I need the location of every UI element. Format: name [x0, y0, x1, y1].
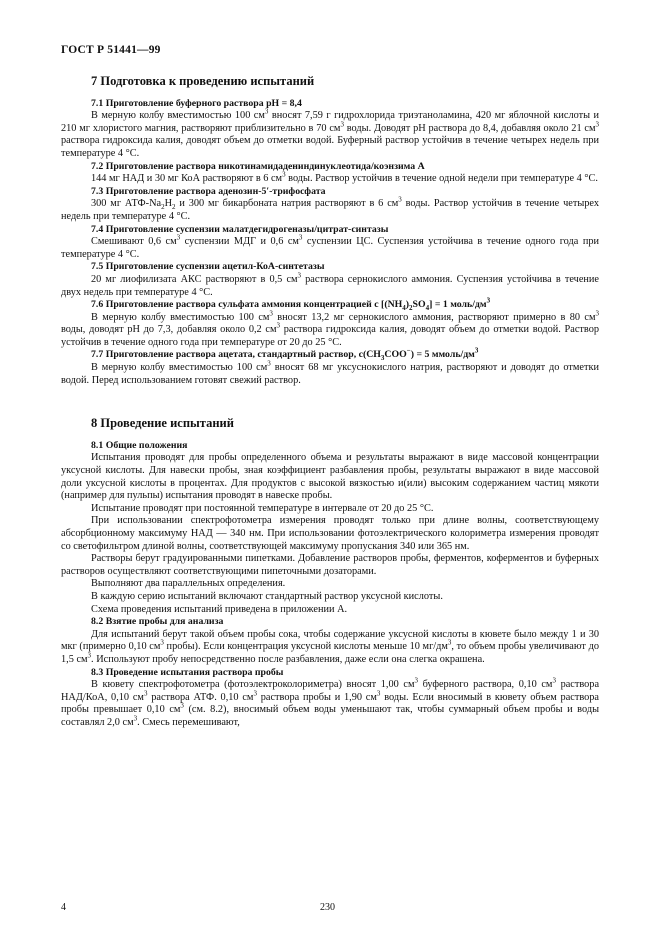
- section-7-6-text: В мерную колбу вместимостью 100 $см^3$ вносят 13,2 мг сернокислого аммония, растворяют примерно в 80 $см^3$ воды, доводят pH до 7,3, добавляя около 0,2 $см^3$ раствора гидроксида калия, доводят объем до отметки водой. Раствор устойчив в течение одного года при температуре от 20 до 25 °С.: [61, 309, 600, 348]
- section-7-5-text: 20 мг лиофилизата АКС растворяют в 0,5 $см^3$ раствора сернокислого аммония. Суспензия устойчива в течение двух недель при температуре 4 °С.: [61, 271, 599, 298]
- section-8-1-heading: 8.1 Общие положения: [91, 439, 188, 451]
- section-7-7-heading: 7.7 Приготовление раствора ацетата, стандартный раствор, $с(CH_3COO^-) = 5$ ммоль/$дм^3$: [91, 347, 479, 363]
- section-7-3-heading: 7.3 Приготовление раствора аденозин-5′-трифосфата: [91, 185, 326, 197]
- section-8-3-heading: 8.3 Проведение испытания раствора пробы: [91, 666, 284, 678]
- section-8-3-text: В кювету спектрофотометра (фотоэлектроколориметра) вносят 1,00 $см^3$ буферного раствора, 0,10 $см^3$ раствора НАД/КоА, 0,10 $см^3$ раствора АТФ. 0,10 $см^3$ раствора пробы и 1,90 $см^3$ воды. Если вносимый в кювету объем раствора пробы превышает 0,10 $см^3$ (см. 8.2), вносимый объем воды уменьшают так, чтобы суммарный объем пробы и воды составлял 2,0 $см^3$. Смесь перемешивают,: [61, 676, 600, 728]
- section-8-title: 8 Проведение испытаний: [91, 416, 234, 431]
- section-8-1-paragraph: Растворы берут градуированными пипетками. Добавление растворов пробы, ферментов, коферментов и буферных растворов осуществляют соответствующими пипеточными дозаторами.: [61, 553, 599, 577]
- section-7-6-heading: 7.6 Приготовление раствора сульфата аммония концентрацией с $[(NH_4)_2SO_4] = 1$ моль/$дм^3$: [91, 296, 491, 313]
- section-8-1-paragraph: В каждую серию испытаний включают стандартный раствор уксусной кислоты.: [91, 590, 443, 602]
- page-number-left: 4: [61, 902, 66, 913]
- section-7-2-heading: 7.2 Приготовление раствора никотинамидадениндинуклеотида/коэнзима А: [91, 160, 425, 172]
- section-7-2-text: 144 мг НАД и 30 мг КоА растворяют в 6 $см^3$ воды. Раствор устойчив в течение одной недели при температуре 4 °С.: [91, 170, 598, 185]
- section-7-title: 7 Подготовка к проведению испытаний: [91, 74, 315, 88]
- section-7-3-text: 300 мг АТФ-$Na_2H_2$ и 300 мг бикарбоната натрия растворяют в 6 $см^3$ воды. Раствор устойчив в течение четырех недель при температуре 4 °С.: [61, 195, 599, 222]
- section-7-4-text: Смешивают 0,6 $см^3$ суспензии МДГ и 0,6 $см^3$ суспензии ЦС. Суспензия устойчива в течение одного года при температуре 4 °С.: [61, 233, 599, 260]
- section-7-7-text: В мерную колбу вместимостью 100 $см^3$ вносят 68 мг уксуснокислого натрия, растворяют и доводят до отметки водой. Перед использованием готовят свежий раствор.: [61, 359, 599, 386]
- section-8-1-paragraph: При использовании спектрофотометра измерения проводят только при длине волны, соответствующему абсорбционному максимуму НАД — 340 нм. При использовании фотоэлектрического колориметра измерения проводят со светофильтром длиной волны, соответствующей максимуму пропускания 340 или 365 нм.: [61, 515, 599, 552]
- section-7-1-text: В мерную колбу вместимостью 100 $см^3$ вносят 7,59 г гидрохлорида триэтаноламина, 420 мг яблочной кислоты и 210 мг хлористого магния, растворяют приблизительно в 70 $см^3$ воды. Доводят pH раствора до 8,4, добавляя около 21 $см^3$ раствора гидроксида калия, доводят объем до отметки водой. Буферный раствор устойчив в течение четырех недель при температуре 4 °С.: [61, 107, 599, 159]
- section-8-1-paragraph: Схема проведения испытаний приведена в приложении А.: [91, 603, 348, 615]
- document-standard-id: ГОСТ Р 51441—99: [61, 44, 161, 56]
- page-number-center: 230: [320, 902, 335, 913]
- section-8-2-text: Для испытаний берут такой объем пробы сока, чтобы содержание уксусной кислоты в кювете было между 1 и 30 мкг (примерно 0,10 $см^3$ пробы). Если концентрация уксусной кислоты меньше 10 $мг/дм^3$, то объем пробы увеличивают до 1,5 $см^3$. Используют пробу непосредственно после разбавления, даже если она слегка окрашена.: [61, 628, 600, 665]
- section-8-2-heading: 8.2 Взятие пробы для анализа: [91, 616, 224, 628]
- section-8-1-paragraph: Испытание проводят при постоянной температуре в интервале от 20 до 25 °С.: [91, 502, 434, 514]
- section-7-1-heading: 7.1 Приготовление буферного раствора pH = 8,4: [91, 97, 302, 109]
- section-7-5-heading: 7.5 Приготовление суспензии ацетил-КоА-синтетазы: [91, 261, 325, 273]
- document-body: [61, 75, 599, 730]
- section-7-4-heading: 7.4 Приготовление суспензии малатдегидрогеназы/цитрат-синтазы: [91, 223, 389, 235]
- section-8-1-paragraph: Испытания проводят для пробы определенного объема и результаты выражают в виде массовой концентрации уксусной кислоты. Для навески пробы, зная коэффициент разбавления пробы, результаты выражают в виде массовой доли уксусной кислоты в процентах. Для продуктов с высокой вязкостью и(или) высоким содержанием частиц мякоти (например для пульпы) испытания проводят в навеске пробы.: [61, 452, 599, 502]
- section-8-1-paragraph: Выполняют два параллельных определения.: [91, 578, 286, 590]
